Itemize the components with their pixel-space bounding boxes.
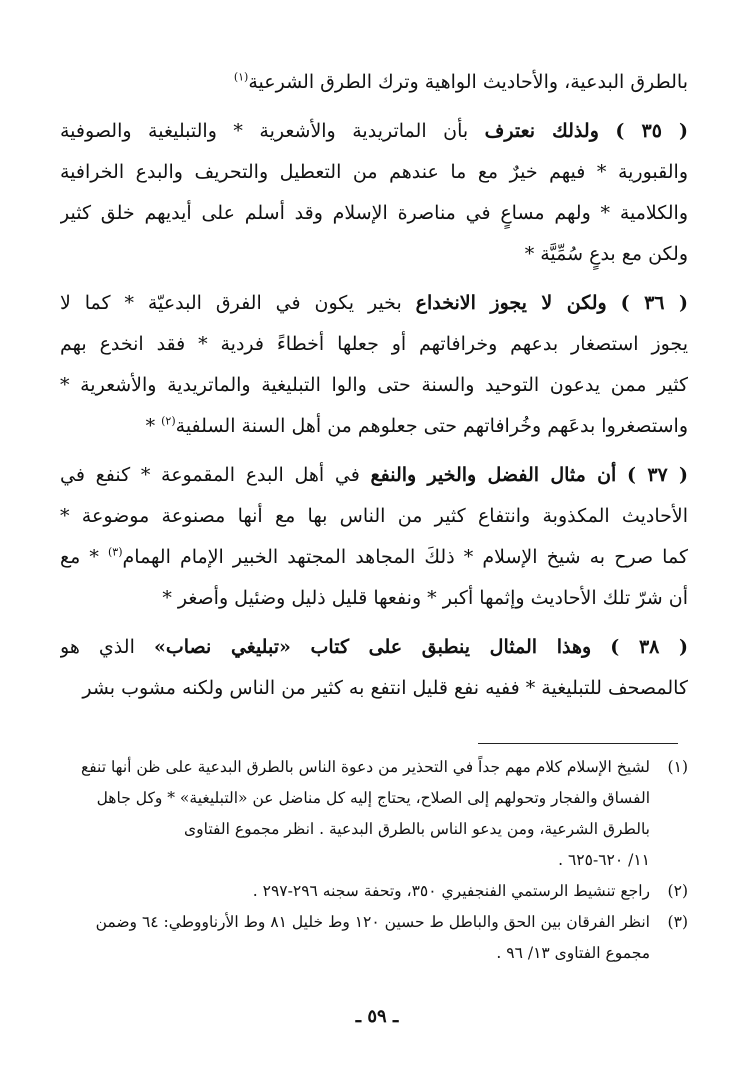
footnote-mark: (٣) xyxy=(667,913,688,931)
paragraph-keyword: أن مثال الفضل والخير والنفع xyxy=(370,464,617,486)
text-line: ولكن مع بدعٍ سُمِّيَّة * xyxy=(524,243,688,265)
text-line: ( ٣٨ ) وهذا المثال ينطبق على كتاب «تبليغي نصاب» الذي هو xyxy=(60,636,688,658)
paragraph-38 xyxy=(60,627,688,709)
text-line: والقبورية * فيهم خيرٌ مع ما عندهم من التعطيل والتحريف والبدع الخرافية xyxy=(60,161,688,183)
text-line: يجوز استصغار بدعهم وخرافاتهم أو جعلها أخطاءً فردية * فقد انخدع بهم xyxy=(60,333,688,355)
text-line: واستصغروا بدعَهم وخُرافاتهم حتى جعلوهم من أهل السنة السلفية$^{(٢)}$ * xyxy=(145,414,688,437)
main-text xyxy=(60,62,688,709)
footnotes xyxy=(60,752,688,969)
footnote-line: انظر الفرقان بين الحق والباطل ط حسين ١٢٠ وط خليل ٨١ وط الأرناووطي: ٦٤ وضمن xyxy=(95,913,650,931)
paragraph-keyword: ولكن لا يجوز الانخداع xyxy=(415,292,607,314)
footnote-line: ١١/ ٦٢٠-٦٢٥ . xyxy=(558,851,650,869)
paragraph-37 xyxy=(60,455,688,619)
paragraph-keyword: وهذا المثال ينطبق على كتاب «تبليغي نصاب» xyxy=(153,636,592,658)
paragraph-number: ( ٣٦ ) xyxy=(620,292,688,314)
footnote-mark: (١) xyxy=(667,758,688,776)
footnote-ref[interactable]: (٣) xyxy=(108,545,123,559)
footnote-line: الفساق والفجار وتحولهم إلى الصلاح، يحتاج إليه كل مناضل عن «التبليغية» * وكل جاهل xyxy=(96,789,650,807)
paragraph-number: ( ٣٥ ) xyxy=(615,120,688,142)
footnote-divider xyxy=(478,743,678,744)
page-number: ـ ٥٩ ـ xyxy=(355,1006,399,1027)
paragraph-35 xyxy=(60,111,688,275)
paragraph-number: ( ٣٧ ) xyxy=(627,464,688,486)
paragraph-continuation xyxy=(60,62,688,103)
text-line: أن شرّ تلك الأحاديث وإثمها أكبر * ونفعها قليل ذليل وضئيل وأصغر * xyxy=(162,587,688,609)
text-line: بالطرق البدعية، والأحاديث الواهية وترك الطرق الشرعية$^{(١)}$ xyxy=(233,70,688,93)
footnote-line: راجع تنشيط الرستمي الفنجفيري ٣٥٠، وتحفة سجنه ٢٩٦-٢٩٧ . xyxy=(252,882,650,900)
text-line: والكلامية * ولهم مساعٍ في مناصرة الإسلام وقد أسلم على أيديهم خلق كثير xyxy=(60,202,688,224)
footnote-mark: (٢) xyxy=(667,882,688,900)
footnote-3 xyxy=(60,907,688,969)
footnote-line: لشيخ الإسلام كلام مهم جداً في التحذير من دعوة الناس بالطرق البدعية على ظن أنها تنفع xyxy=(80,758,650,776)
text-line: ( ٣٦ ) ولكن لا يجوز الانخداع بخير يكون في الفرق البدعيّة * كما لا xyxy=(60,292,688,314)
text-line: ( ٣٧ ) أن مثال الفضل والخير والنفع في أهل البدع المقموعة * كنفع في xyxy=(60,464,688,486)
text-line: ( ٣٥ ) ولذلك نعترف بأن الماتريدية والأشعرية * والتبليغية والصوفية xyxy=(60,120,688,142)
footnote-1 xyxy=(60,752,688,876)
paragraph-36 xyxy=(60,283,688,447)
footnote-2 xyxy=(60,876,688,907)
paragraph-number: ( ٣٨ ) xyxy=(610,636,688,658)
text-line: كالمصحف للتبليغية * ففيه نفع قليل انتفع به كثير من الناس ولكنه مشوب بشر xyxy=(82,677,688,699)
footnote-line: بالطرق الشرعية، ومن يدعو الناس بالطرق البدعية . انظر مجموع الفتاوى xyxy=(184,820,650,838)
text-line: الأحاديث المكذوبة وانتفاع كثير من الناس بها مع أنها مصنوعة موضوعة * xyxy=(60,505,688,527)
footnote-line: مجموع الفتاوى ١٣/ ٩٦ . xyxy=(496,944,650,962)
paragraph-keyword: ولذلك نعترف xyxy=(484,120,599,142)
footnote-ref[interactable]: (١) xyxy=(233,70,249,84)
footnote-ref[interactable]: (٢) xyxy=(161,414,176,428)
text-line: كما صرح به شيخ الإسلام * ذلكَ المجاهد المجتهد الخبير الإمام الهمام$^{(٣)}$ * مع xyxy=(60,545,688,568)
text-line: كثير ممن يدعون التوحيد والسنة حتى والوا التبليغية والماتريدية والأشعرية * xyxy=(60,374,688,396)
